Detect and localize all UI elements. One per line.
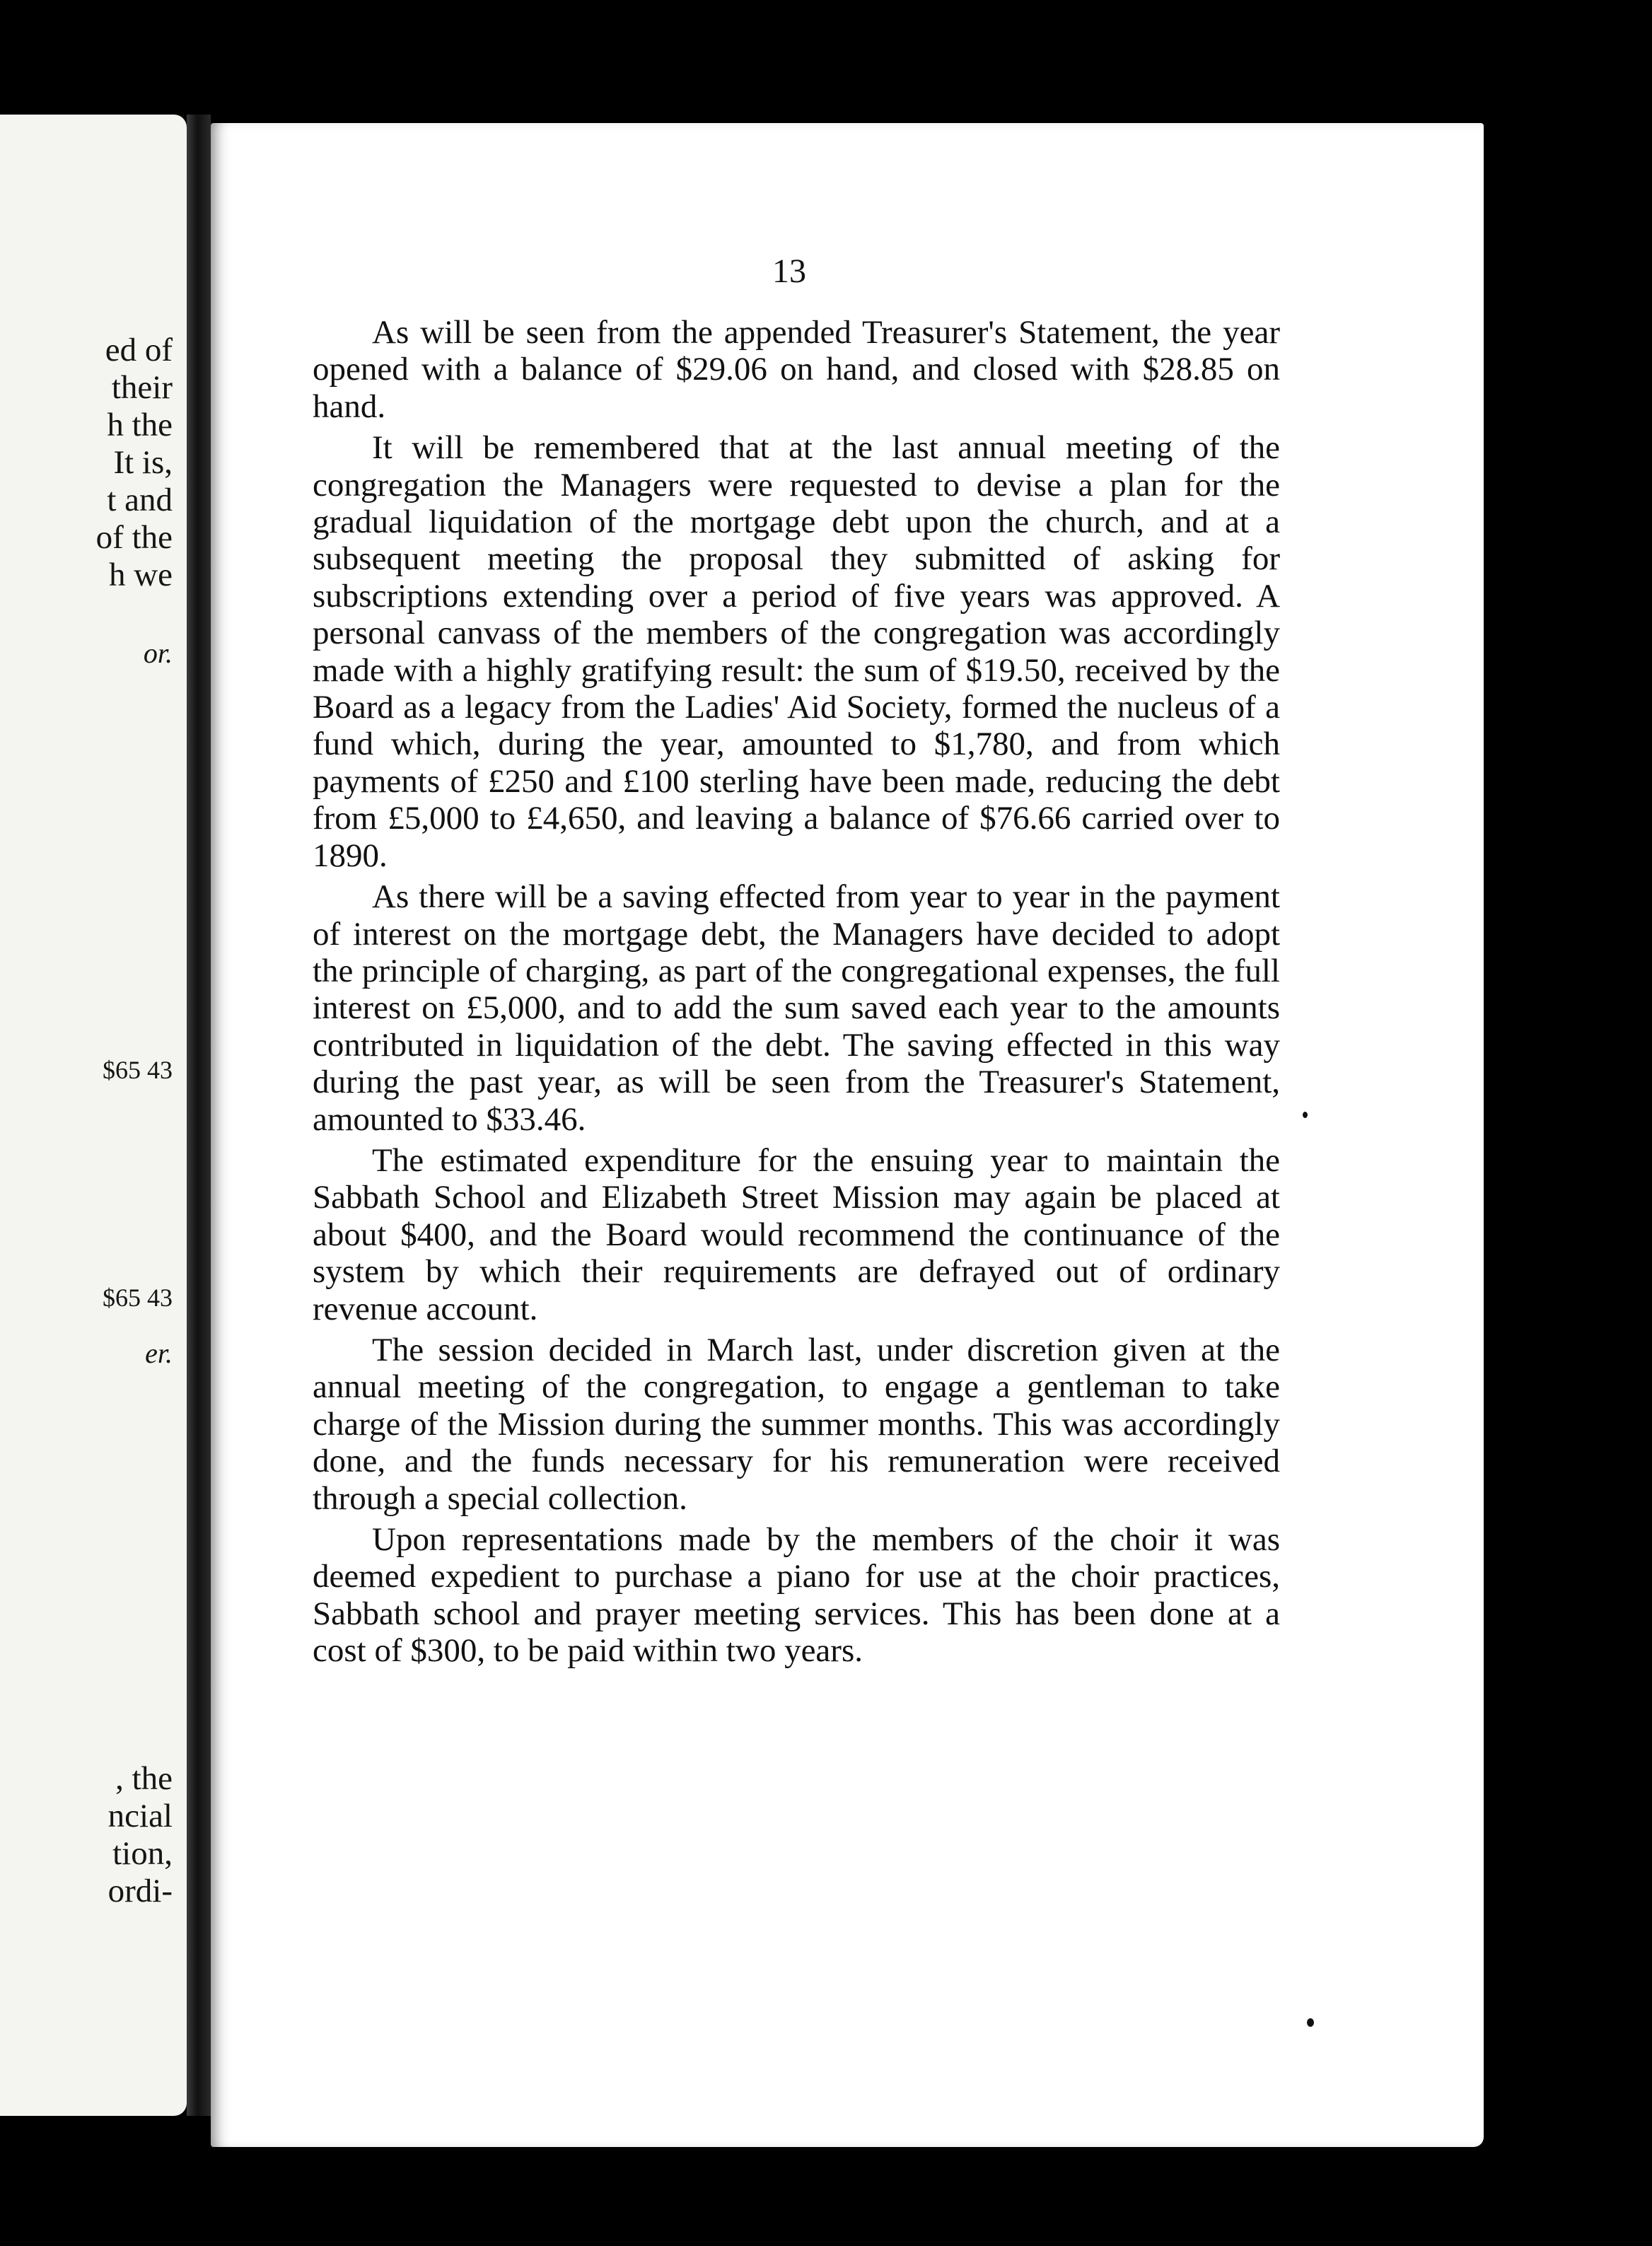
- paragraph: Upon representations made by the members of the choir it was deemed expedient to purchase a piano for use at the choir practices, Sabbath school and prayer meeting services. This has been done at a cost of $300, to be paid within two years.: [313, 1521, 1280, 1670]
- book-page: [211, 123, 1484, 2147]
- previous-page-fragment: their: [111, 369, 173, 406]
- previous-page-fragment: or.: [143, 637, 173, 669]
- previous-page-fragment: ordi-: [107, 1873, 173, 1909]
- previous-page-fragment: t and: [107, 482, 173, 518]
- paragraph: As there will be a saving effected from year to year in the payment of interest on the mortgage debt, the Managers have decided to adopt the principle of charging, as part of the congregational expenses, the full interest on £5,000, and to add the sum saved each year to the amounts contributed in liquidation of the debt. The saving effected in this way during the past year, as will be seen from the Treasurer's Statement, amounted to $33.46.: [313, 878, 1280, 1138]
- previous-page-fragment: $65 43: [103, 1284, 173, 1312]
- previous-page-fragment: , the: [115, 1760, 173, 1797]
- previous-page-fragment: h we: [108, 557, 173, 593]
- page-number: 13: [772, 252, 806, 290]
- previous-page-fragment: of the: [95, 519, 173, 556]
- previous-page-fragment: $65 43: [103, 1056, 173, 1084]
- previous-page-fragment: h the: [107, 407, 173, 443]
- previous-page-fragment: It is,: [113, 444, 173, 481]
- page-body: [313, 314, 1280, 1674]
- paragraph: It will be remembered that at the last annual meeting of the congregation the Managers were requested to devise a plan for the gradual liquidation of the mortgage debt upon the church, and at a subsequent meeting the proposal they submitted of asking for subscriptions extending over a period of five years was approved. A personal canvass of the members of the congregation was accordingly made with a highly gratifying result: the sum of $19.50, received by the Board as a legacy from the Ladies' Aid Society, formed the nucleus of a fund which, during the year, amounted to $1,780, and from which payments of £250 and £100 sterling have been made, reducing the debt from £5,000 to £4,650, and leaving a balance of $76.66 carried over to 1890.: [313, 429, 1280, 874]
- paper-speck: [1303, 1112, 1308, 1118]
- previous-page-fragment: er.: [145, 1337, 173, 1369]
- previous-page-fragment: ncial: [107, 1798, 173, 1834]
- previous-page-fragment: tion,: [112, 1835, 173, 1872]
- paragraph: The estimated expenditure for the ensuing year to maintain the Sabbath School and Elizabeth Street Mission may again be placed at about $400, and the Board would recommend the continuance of the system by which their requirements are defrayed out of ordinary revenue account.: [313, 1141, 1280, 1327]
- paragraph: As will be seen from the appended Treasurer's Statement, the year opened with a balance of $29.06 on hand, and closed with $28.85 on hand.: [313, 314, 1280, 425]
- book-gutter: [187, 115, 211, 2116]
- previous-page-edge: [0, 115, 187, 2116]
- paragraph: The session decided in March last, under discretion given at the annual meeting of the congregation, to engage a gentleman to take charge of the Mission during the summer months. This was accordingly done, and the funds necessary for his remuneration were received through a special collection.: [313, 1331, 1280, 1517]
- paper-speck: [1307, 2018, 1314, 2027]
- previous-page-fragment: ed of: [105, 332, 173, 368]
